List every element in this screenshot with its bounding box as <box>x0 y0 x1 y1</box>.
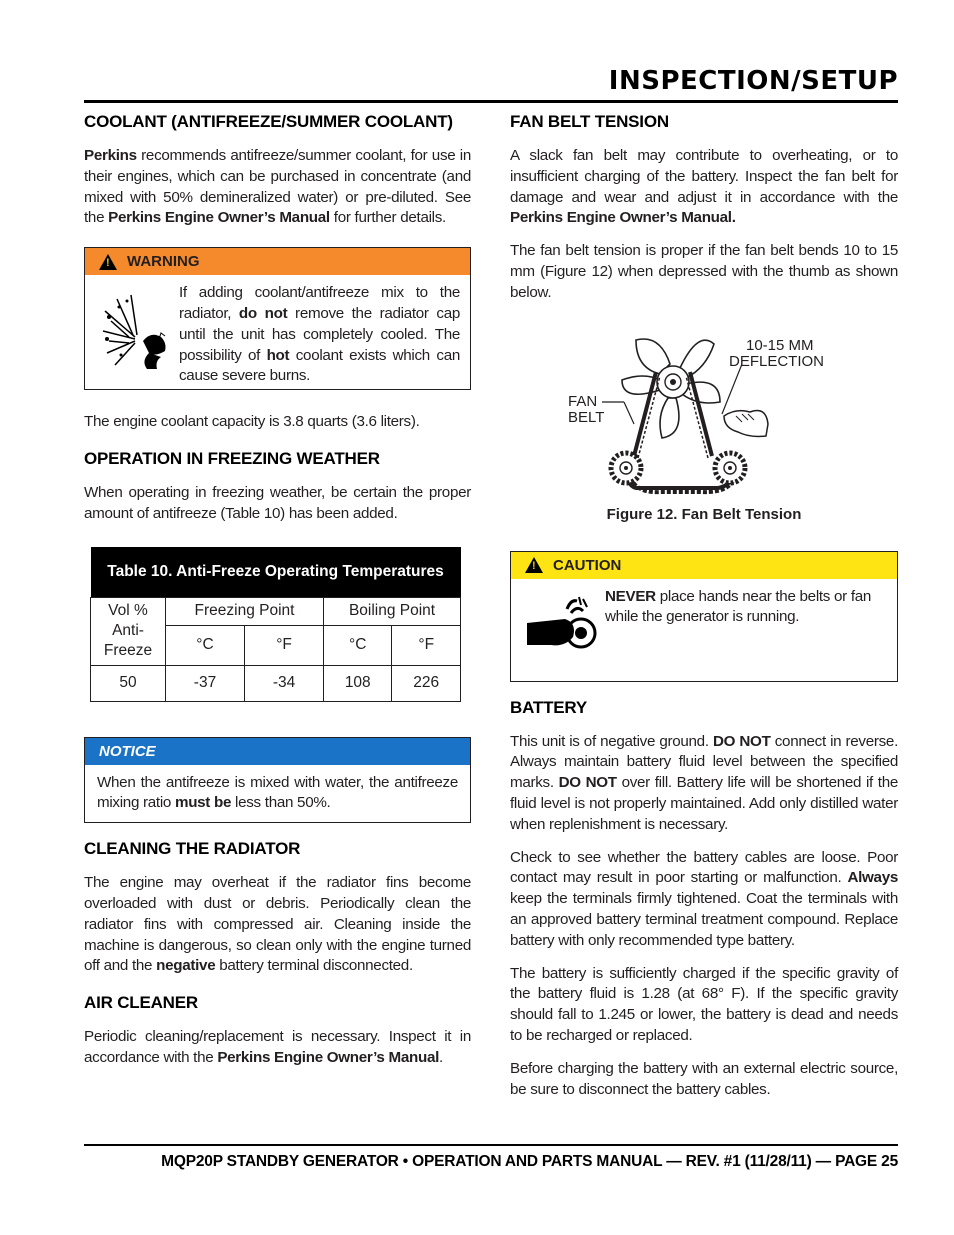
notice-header <box>85 738 470 765</box>
col-vol-header: Vol % Anti-Freeze <box>91 597 166 665</box>
fig-label-deflection-1: 10-15 MM <box>746 336 814 354</box>
notice-label: NOTICE <box>99 742 156 760</box>
cell-freeze-f: -34 <box>245 665 324 701</box>
freezing-text: When operating in freezing weather, be certain the proper amount of antifreeze (Table 10) has been added. <box>84 483 471 522</box>
hot-coolant-spray-icon <box>95 283 179 379</box>
battery-heading: BATTERY <box>510 697 587 717</box>
alert-triangle-icon: ! <box>525 557 543 573</box>
footer-rule <box>84 1144 898 1146</box>
air-cleaner-text: Periodic cleaning/replacement is necessary. Inspect it in accordance with the Perkins Engine Owner’s Manual. <box>84 1028 471 1066</box>
antifreeze-table <box>90 547 461 702</box>
coolant-heading: COOLANT (ANTIFREEZE/SUMMER COOLANT) <box>84 112 453 131</box>
cell-boil-c: 108 <box>324 665 392 701</box>
fig-label-fan: FAN <box>568 392 598 410</box>
warning-box <box>84 247 471 390</box>
alert-triangle-icon: ! <box>99 254 117 270</box>
fan-belt-heading: FAN BELT TENSION <box>510 112 669 131</box>
left-column <box>84 112 471 1081</box>
table-caption: Table 10. Anti-Freeze Operating Temperatures <box>91 547 461 598</box>
warning-header <box>85 248 470 275</box>
col-freeze-header: Freezing Point <box>166 597 324 625</box>
caution-label: CAUTION <box>553 556 622 574</box>
cell-freeze-c: -37 <box>166 665 245 701</box>
unit-c-boil: °C <box>324 625 392 665</box>
caution-header <box>511 552 897 579</box>
col-boil-header: Boiling Point <box>324 597 461 625</box>
fan-belt-paragraph-2: The fan belt tension is proper if the fan belt bends 10 to 15 mm (Figure 12) when depressed with the thumb as shown below. <box>510 242 898 301</box>
fig-label-belt: BELT <box>568 408 605 426</box>
battery-paragraph-3: The battery is sufficiently charged if the specific gravity of the battery fluid is 1.28 (at 68° F). If the specific gravity should fall to 1.245 or lower, the battery is dead and needs to be recharged or replaced. <box>510 964 898 1044</box>
notice-text: When the antifreeze is mixed with water, the antifreeze mixing ratio must be less than 50%. <box>97 773 458 812</box>
caution-text: NEVER place hands near the belts or fan while the generator is running. <box>605 587 872 626</box>
coolant-capacity: The engine coolant capacity is 3.8 quarts (3.6 liters). <box>84 413 420 431</box>
unit-c-freeze: °C <box>166 625 245 665</box>
warning-label: WARNING <box>127 253 200 271</box>
page-title: INSPECTION/SETUP <box>608 66 898 96</box>
right-column <box>510 112 898 1112</box>
fan-belt-paragraph-1: A slack fan belt may contribute to overheating, or to insufficient charging of the battery. Inspect the fan belt for damage and wear and adjust it in accordance with the Perkins Engine Owner’s Manual. <box>510 147 898 227</box>
caution-box <box>510 551 898 682</box>
cell-vol: 50 <box>91 665 166 701</box>
battery-paragraph-2: Check to see whether the battery cables are loose. Poor contact may result in poor starting or malfunction. Always keep the terminals firmly tightened. Coat the terminals with an approved battery terminal treatment compound. Replace battery with only recommended type battery. <box>510 848 898 949</box>
fig-label-deflection-2: DEFLECTION <box>729 352 825 370</box>
unit-f-boil: °F <box>392 625 461 665</box>
radiator-heading: CLEANING THE RADIATOR <box>84 839 301 859</box>
table-row <box>91 665 461 701</box>
notice-box <box>84 737 471 824</box>
battery-paragraph-4: Before charging the battery with an external electric source, be sure to disconnect the battery cables. <box>510 1059 898 1098</box>
fan-belt-figure <box>510 316 898 502</box>
freezing-heading: OPERATION IN FREEZING WEATHER <box>84 448 380 468</box>
radiator-text: The engine may overheat if the radiator fins become overloaded with dust or debris. Periodically clean the radiator fins with compressed air. Cleaning inside the machine is dangerous, so clean only with the engine turned off and the negative battery terminal disconnected. <box>84 874 471 975</box>
title-rule <box>84 100 898 103</box>
cell-boil-f: 226 <box>392 665 461 701</box>
figure-caption: Figure 12. Fan Belt Tension <box>606 505 802 523</box>
battery-paragraph-1: This unit is of negative ground. DO NOT connect in reverse. Always maintain battery fluid level between the specified marks. DO NOT over fill. Battery life will be shortened if the fluid level is not properly maintained. Add only distilled water when replenishment is necessary. <box>510 732 899 833</box>
unit-f-freeze: °F <box>245 625 324 665</box>
hand-in-belt-icon <box>521 587 605 671</box>
air-cleaner-heading: AIR CLEANER <box>84 993 198 1013</box>
page-footer: MQP20P STANDBY GENERATOR • OPERATION AND PARTS MANUAL — REV. #1 (11/28/11) — PAGE 25 <box>161 1153 898 1170</box>
coolant-paragraph: Perkins recommends antifreeze/summer coolant, for use in their engines, which can be purchased in concentrate (and mixed with 50% demineralized water) or pre-diluted. See the Perkins Engine Owner’s Manual for further details. <box>84 147 471 227</box>
warning-text: If adding coolant/antifreeze mix to the radiator, do not remove the radiator cap until the unit has completely cooled. The possibility of hot coolant exists which can cause severe burns. <box>179 284 460 385</box>
